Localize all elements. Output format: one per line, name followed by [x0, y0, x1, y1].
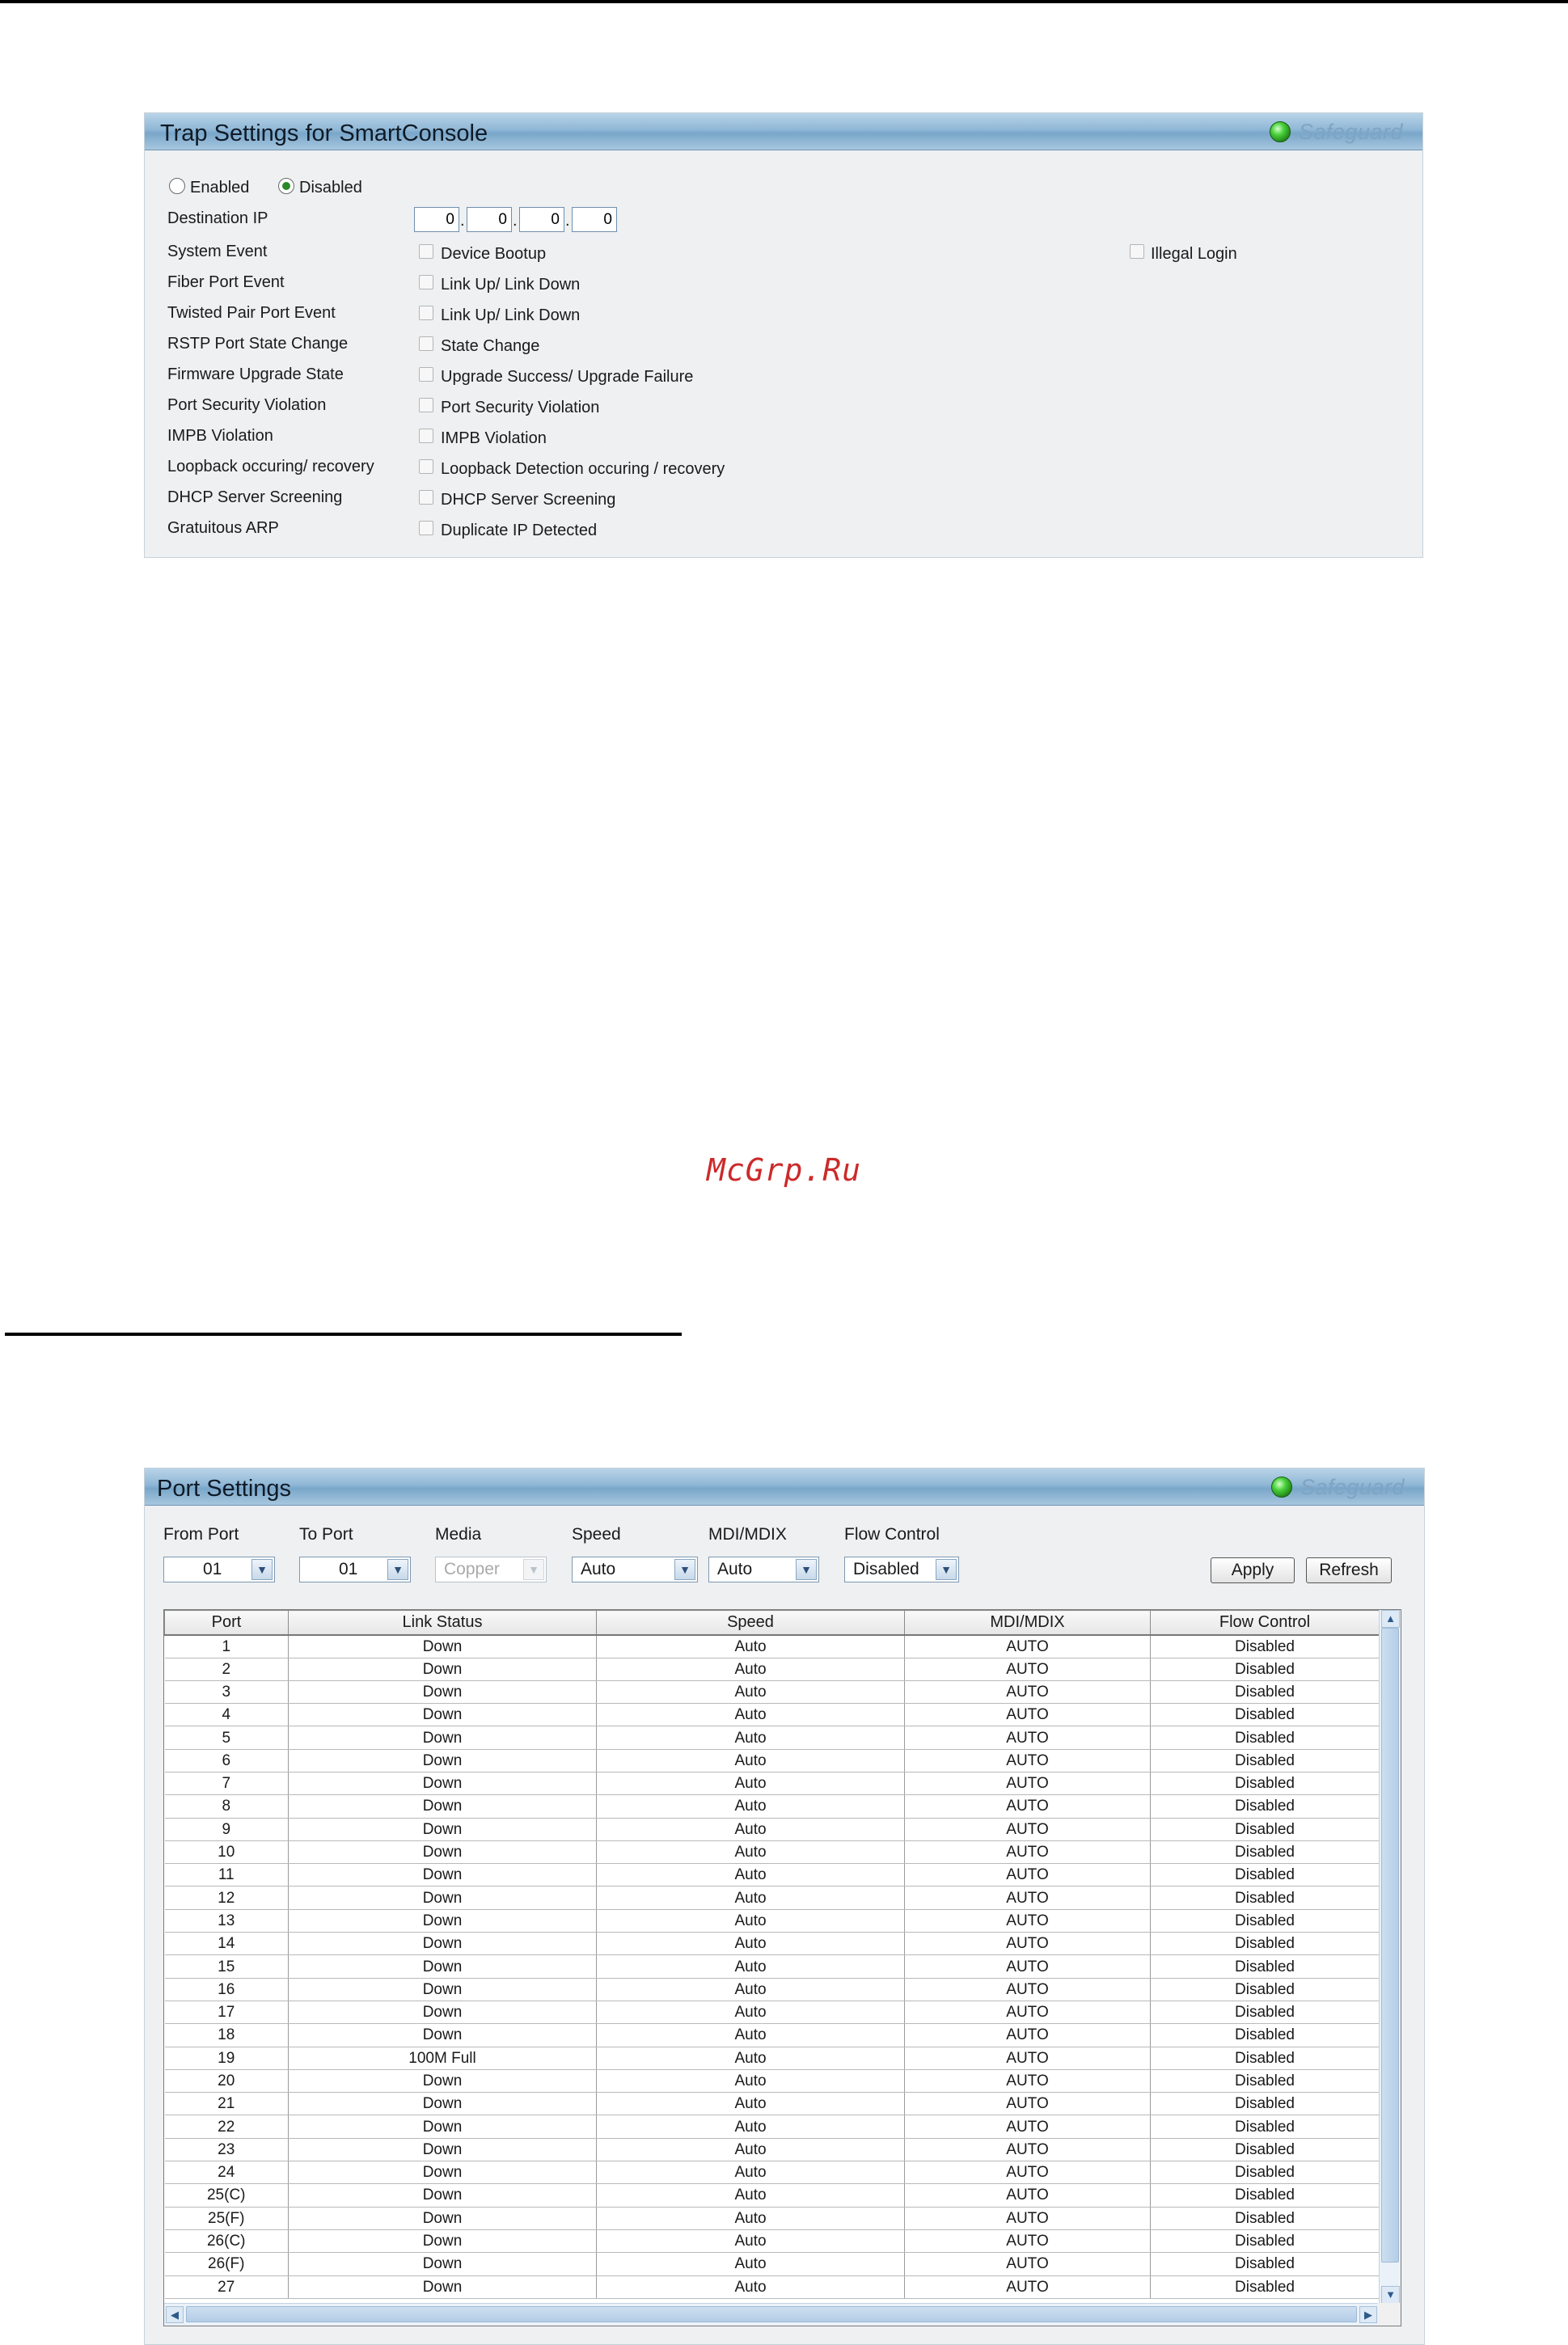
table-cell: Disabled [1151, 2024, 1380, 2047]
table-cell: AUTO [905, 1795, 1151, 1818]
destination-ip-octet-3[interactable] [519, 207, 564, 232]
ip-dot: . [513, 212, 518, 230]
table-cell: Auto [597, 2229, 905, 2252]
table-cell: AUTO [905, 2115, 1151, 2138]
table-cell: Down [289, 2229, 597, 2252]
table-cell: Down [289, 1978, 597, 2001]
mdimdix-label: MDI/MDIX [708, 1525, 787, 1544]
vertical-scroll-thumb[interactable] [1381, 1628, 1399, 2263]
table-cell: AUTO [905, 1955, 1151, 1978]
table-cell: 14 [165, 1933, 289, 1955]
table-cell: Disabled [1151, 2115, 1380, 2138]
table-cell: 3 [165, 1680, 289, 1703]
table-cell: Down [289, 1864, 597, 1887]
table-row[interactable] [165, 1818, 1380, 1840]
enabled-radio[interactable] [169, 178, 185, 194]
enabled-radio-label: Enabled [190, 179, 250, 196]
flow-control-label: Flow Control [844, 1525, 940, 1544]
table-row[interactable] [165, 2047, 1380, 2069]
dropdown-arrow-icon: ▼ [387, 1559, 408, 1580]
table-row[interactable] [165, 2001, 1380, 2023]
from-port-select[interactable] [163, 1557, 275, 1582]
table-row[interactable] [165, 2138, 1380, 2161]
table-cell: Disabled [1151, 2184, 1380, 2207]
table-cell: AUTO [905, 2069, 1151, 2092]
destination-ip-octet-4[interactable] [572, 207, 617, 232]
table-cell: 22 [165, 2115, 289, 2138]
table-cell: AUTO [905, 2093, 1151, 2115]
table-cell: Down [289, 1749, 597, 1772]
table-cell: Disabled [1151, 2093, 1380, 2115]
destination-ip-octet-2[interactable] [467, 207, 512, 232]
speed-label: Speed [572, 1525, 621, 1544]
status-led-icon [1270, 121, 1291, 142]
table-cell: Down [289, 2184, 597, 2207]
event-option-label: Upgrade Success/ Upgrade Failure [441, 368, 694, 386]
speed-select[interactable] [572, 1557, 698, 1582]
state-change-checkbox[interactable] [419, 336, 433, 351]
table-cell: Disabled [1151, 1933, 1380, 1955]
table-cell: 18 [165, 2024, 289, 2047]
table-cell: Auto [597, 1635, 905, 1658]
destination-ip-octet-1[interactable] [414, 207, 459, 232]
divider-rule [5, 1333, 682, 1336]
table-cell: Auto [597, 2253, 905, 2275]
table-cell: Down [289, 1658, 597, 1680]
table-cell: 11 [165, 1864, 289, 1887]
table-cell: 26(C) [165, 2229, 289, 2252]
table-cell: Disabled [1151, 1909, 1380, 1932]
table-cell: 7 [165, 1772, 289, 1794]
dropdown-arrow-icon: ▼ [523, 1559, 544, 1580]
horizontal-scroll-thumb[interactable] [186, 2306, 1357, 2322]
port-settings-header [145, 1468, 1424, 1506]
top-rule [0, 0, 1568, 3]
table-cell: Disabled [1151, 1795, 1380, 1818]
table-cell: AUTO [905, 1726, 1151, 1749]
page-title: Trap Settings for SmartConsole [160, 120, 488, 146]
table-cell: AUTO [905, 2138, 1151, 2161]
mdimdix-select[interactable] [708, 1557, 819, 1582]
event-label-dhcp: DHCP Server Screening [167, 488, 343, 506]
dropdown-arrow-icon: ▼ [674, 1559, 695, 1580]
table-cell: Disabled [1151, 1658, 1380, 1680]
table-row[interactable] [165, 2229, 1380, 2252]
horizontal-scrollbar[interactable] [164, 2303, 1379, 2326]
table-cell: Auto [597, 1795, 905, 1818]
table-cell: Down [289, 1818, 597, 1840]
dropdown-arrow-icon: ▼ [796, 1559, 817, 1580]
table-cell: 10 [165, 1840, 289, 1863]
table-cell: Down [289, 2138, 597, 2161]
table-cell: Down [289, 1909, 597, 1932]
disabled-radio-label: Disabled [299, 179, 362, 196]
device-bootup-checkbox[interactable] [419, 244, 433, 259]
scroll-left-icon[interactable]: ◀ [166, 2306, 184, 2323]
table-row[interactable] [165, 1955, 1380, 1978]
table-cell: Auto [597, 2115, 905, 2138]
table-cell: Down [289, 2253, 597, 2275]
table-row[interactable] [165, 1704, 1380, 1726]
table-cell: Auto [597, 2275, 905, 2298]
table-cell: Down [289, 2115, 597, 2138]
twisted-pair-link-checkbox[interactable] [419, 306, 433, 320]
table-row[interactable] [165, 2093, 1380, 2115]
table-cell: AUTO [905, 1840, 1151, 1863]
table-cell: Auto [597, 2207, 905, 2229]
table-row[interactable] [165, 1749, 1380, 1772]
table-row[interactable] [165, 2161, 1380, 2184]
table-cell: AUTO [905, 1772, 1151, 1794]
table-cell: Down [289, 1726, 597, 1749]
table-cell: AUTO [905, 1978, 1151, 2001]
safeguard-indicator [1271, 1476, 1405, 1498]
destination-ip-label: Destination IP [167, 209, 268, 227]
table-row[interactable] [165, 1887, 1380, 1909]
speed-value: Auto [581, 1560, 616, 1578]
disabled-radio[interactable] [278, 178, 294, 194]
table-cell: Disabled [1151, 2229, 1380, 2252]
event-option-label: DHCP Server Screening [441, 491, 616, 509]
table-cell: AUTO [905, 1635, 1151, 1658]
table-cell: Down [289, 2069, 597, 2092]
table-cell: Disabled [1151, 2275, 1380, 2298]
table-cell: Down [289, 2001, 597, 2023]
table-cell: AUTO [905, 2275, 1151, 2298]
table-cell: Down [289, 2161, 597, 2184]
table-cell: 17 [165, 2001, 289, 2023]
table-row[interactable] [165, 1933, 1380, 1955]
table-cell: Auto [597, 2138, 905, 2161]
table-cell: Disabled [1151, 1840, 1380, 1863]
fiber-link-checkbox[interactable] [419, 275, 433, 289]
event-option-label: Link Up/ Link Down [441, 306, 581, 324]
table-cell: 26(F) [165, 2253, 289, 2275]
table-cell: AUTO [905, 1864, 1151, 1887]
table-cell: Down [289, 1795, 597, 1818]
vertical-scrollbar[interactable] [1379, 1610, 1401, 2304]
table-cell: 27 [165, 2275, 289, 2298]
table-cell: Disabled [1151, 1726, 1380, 1749]
loopback-checkbox[interactable] [419, 459, 433, 474]
table-cell: Auto [597, 1840, 905, 1863]
table-row[interactable] [165, 2024, 1380, 2047]
table-cell: AUTO [905, 2253, 1151, 2275]
table-cell: Disabled [1151, 1704, 1380, 1726]
table-cell: AUTO [905, 1658, 1151, 1680]
table-cell: Down [289, 2093, 597, 2115]
table-row[interactable] [165, 1978, 1380, 2001]
table-row[interactable] [165, 2253, 1380, 2275]
to-port-label: To Port [299, 1525, 353, 1544]
table-cell: Down [289, 1887, 597, 1909]
table-cell: Down [289, 1955, 597, 1978]
column-header[interactable]: Link Status [289, 1611, 597, 1635]
scroll-down-icon[interactable]: ▼ [1381, 2286, 1400, 2304]
table-cell: 1 [165, 1635, 289, 1658]
ip-dot: . [460, 212, 465, 230]
event-option-label: Loopback Detection occuring / recovery [441, 460, 725, 478]
port-security-checkbox[interactable] [419, 398, 433, 412]
table-cell: AUTO [905, 1704, 1151, 1726]
apply-button[interactable]: Apply [1211, 1557, 1295, 1583]
table-cell: Down [289, 1635, 597, 1658]
table-cell: Down [289, 2275, 597, 2298]
table-cell: Auto [597, 1680, 905, 1703]
table-cell: Auto [597, 2024, 905, 2047]
table-cell: Disabled [1151, 1635, 1380, 1658]
event-option-label: Device Bootup [441, 245, 547, 263]
table-row[interactable] [165, 1909, 1380, 1932]
table-cell: Disabled [1151, 2207, 1380, 2229]
table-cell: AUTO [905, 1749, 1151, 1772]
table-cell: AUTO [905, 2001, 1151, 2023]
table-cell: Disabled [1151, 1955, 1380, 1978]
table-cell: 21 [165, 2093, 289, 2115]
table-row[interactable] [165, 1840, 1380, 1863]
table-cell: AUTO [905, 2184, 1151, 2207]
table-row[interactable] [165, 1864, 1380, 1887]
safeguard-indicator [1270, 120, 1403, 143]
table-cell: AUTO [905, 1887, 1151, 1909]
table-cell: Disabled [1151, 2253, 1380, 2275]
table-row[interactable] [165, 1726, 1380, 1749]
table-row[interactable] [165, 2207, 1380, 2229]
event-label-impb: IMPB Violation [167, 427, 273, 445]
table-cell: 13 [165, 1909, 289, 1932]
table-cell: 4 [165, 1704, 289, 1726]
table-cell: Auto [597, 1955, 905, 1978]
event-label-fiber: Fiber Port Event [167, 273, 285, 291]
table-cell: AUTO [905, 2024, 1151, 2047]
column-header[interactable]: Port [165, 1611, 289, 1635]
table-cell: Auto [597, 1933, 905, 1955]
event-option-label: State Change [441, 337, 540, 355]
table-cell: Disabled [1151, 1772, 1380, 1794]
table-cell: Auto [597, 1726, 905, 1749]
port-table-container [163, 1609, 1401, 2326]
dropdown-arrow-icon: ▼ [251, 1559, 273, 1580]
flow-control-value: Disabled [853, 1560, 919, 1578]
ip-dot: . [565, 212, 570, 230]
table-row[interactable] [165, 2069, 1380, 2092]
table-cell: 5 [165, 1726, 289, 1749]
table-cell: 6 [165, 1749, 289, 1772]
media-label: Media [435, 1525, 482, 1544]
table-cell: Auto [597, 2047, 905, 2069]
table-cell: Auto [597, 2001, 905, 2023]
refresh-button[interactable]: Refresh [1306, 1557, 1392, 1583]
upgrade-checkbox[interactable] [419, 367, 433, 382]
table-cell: Auto [597, 2069, 905, 2092]
table-cell: AUTO [905, 2229, 1151, 2252]
table-cell: Auto [597, 1887, 905, 1909]
table-cell: 25(F) [165, 2207, 289, 2229]
table-row[interactable] [165, 2184, 1380, 2207]
table-cell: Auto [597, 2161, 905, 2184]
table-cell: Disabled [1151, 1818, 1380, 1840]
table-cell: 19 [165, 2047, 289, 2069]
scrollbar-corner [1378, 2303, 1401, 2326]
table-cell: Down [289, 1933, 597, 1955]
table-row[interactable] [165, 2275, 1380, 2298]
table-cell: 23 [165, 2138, 289, 2161]
scroll-up-icon[interactable]: ▲ [1381, 1610, 1400, 1628]
safeguard-label: Safeguard [1300, 1474, 1405, 1499]
table-cell: Disabled [1151, 1887, 1380, 1909]
table-cell: AUTO [905, 2047, 1151, 2069]
flow-control-select[interactable] [844, 1557, 959, 1582]
table-cell: 8 [165, 1795, 289, 1818]
table-cell: AUTO [905, 1909, 1151, 1932]
watermark-text: McGrp.Ru [706, 1152, 862, 1188]
table-cell: Disabled [1151, 1680, 1380, 1703]
media-select [435, 1557, 547, 1582]
safeguard-label: Safeguard [1298, 119, 1403, 144]
table-cell: Down [289, 1772, 597, 1794]
table-cell: Auto [597, 1909, 905, 1932]
table-cell: AUTO [905, 2207, 1151, 2229]
event-label-rstp: RSTP Port State Change [167, 335, 349, 353]
duplicate-ip-checkbox[interactable] [419, 521, 433, 535]
port-table-body [165, 1635, 1380, 2299]
table-cell: 9 [165, 1818, 289, 1840]
table-cell: Disabled [1151, 2069, 1380, 2092]
table-cell: 12 [165, 1887, 289, 1909]
mdimdix-value: Auto [717, 1560, 753, 1578]
port-table [164, 1610, 1380, 2299]
column-header[interactable]: MDI/MDIX [905, 1611, 1151, 1635]
event-option-label: IMPB Violation [441, 429, 547, 447]
table-cell: Disabled [1151, 2047, 1380, 2069]
dhcp-screening-checkbox[interactable] [419, 490, 433, 505]
table-row[interactable] [165, 1635, 1380, 1658]
table-cell: Auto [597, 1749, 905, 1772]
table-cell: 100M Full [289, 2047, 597, 2069]
table-cell: Disabled [1151, 1749, 1380, 1772]
table-cell: Auto [597, 1978, 905, 2001]
table-cell: Down [289, 2024, 597, 2047]
table-cell: Auto [597, 2093, 905, 2115]
table-cell: 2 [165, 1658, 289, 1680]
table-cell: Auto [597, 1864, 905, 1887]
event-label-firmware: Firmware Upgrade State [167, 365, 344, 383]
trap-settings-header [145, 113, 1422, 150]
column-header[interactable]: Speed [597, 1611, 905, 1635]
status-led-icon [1271, 1477, 1292, 1498]
table-cell: Disabled [1151, 1864, 1380, 1887]
table-row[interactable] [165, 1795, 1380, 1818]
event-option-label: Duplicate IP Detected [441, 522, 598, 539]
table-cell: 20 [165, 2069, 289, 2092]
table-cell: Auto [597, 1818, 905, 1840]
scroll-right-icon[interactable]: ▶ [1359, 2306, 1377, 2323]
table-cell: Down [289, 1680, 597, 1703]
to-port-select[interactable] [299, 1557, 411, 1582]
table-row[interactable] [165, 1772, 1380, 1794]
table-cell: Down [289, 1840, 597, 1863]
table-cell: Disabled [1151, 1978, 1380, 2001]
table-cell: AUTO [905, 1680, 1151, 1703]
event-label-gratuitous-arp: Gratuitous ARP [167, 519, 279, 537]
table-cell: Disabled [1151, 2001, 1380, 2023]
table-cell: Auto [597, 1658, 905, 1680]
table-cell: 16 [165, 1978, 289, 2001]
table-cell: 24 [165, 2161, 289, 2184]
table-cell: Auto [597, 2184, 905, 2207]
table-cell: Down [289, 1704, 597, 1726]
illegal-login-checkbox[interactable] [1130, 244, 1144, 259]
impb-checkbox[interactable] [419, 429, 433, 443]
event-label-port-security: Port Security Violation [167, 396, 327, 414]
table-cell: AUTO [905, 1933, 1151, 1955]
to-port-value: 01 [339, 1560, 358, 1578]
dropdown-arrow-icon: ▼ [936, 1559, 957, 1580]
table-cell: Auto [597, 1704, 905, 1726]
event-option-label: Illegal Login [1151, 245, 1237, 263]
table-cell: 25(C) [165, 2184, 289, 2207]
page-title: Port Settings [157, 1476, 292, 1502]
table-header-row [165, 1611, 1380, 1635]
event-label-twisted-pair: Twisted Pair Port Event [167, 304, 336, 322]
event-option-label: Link Up/ Link Down [441, 276, 581, 294]
table-cell: Disabled [1151, 2161, 1380, 2184]
table-cell: AUTO [905, 1818, 1151, 1840]
trap-settings-panel [144, 112, 1423, 558]
table-cell: Auto [597, 1772, 905, 1794]
event-label-loopback: Loopback occuring/ recovery [167, 458, 374, 475]
from-port-value: 01 [203, 1560, 222, 1578]
media-value: Copper [444, 1560, 500, 1578]
table-cell: AUTO [905, 2161, 1151, 2184]
table-row[interactable] [165, 1658, 1380, 1680]
table-row[interactable] [165, 2115, 1380, 2138]
table-cell: Disabled [1151, 2138, 1380, 2161]
from-port-label: From Port [163, 1525, 239, 1544]
table-cell: 15 [165, 1955, 289, 1978]
table-cell: Down [289, 2207, 597, 2229]
table-row[interactable] [165, 1680, 1380, 1703]
event-label-system: System Event [167, 243, 268, 260]
column-header[interactable]: Flow Control [1151, 1611, 1380, 1635]
event-option-label: Port Security Violation [441, 399, 600, 416]
